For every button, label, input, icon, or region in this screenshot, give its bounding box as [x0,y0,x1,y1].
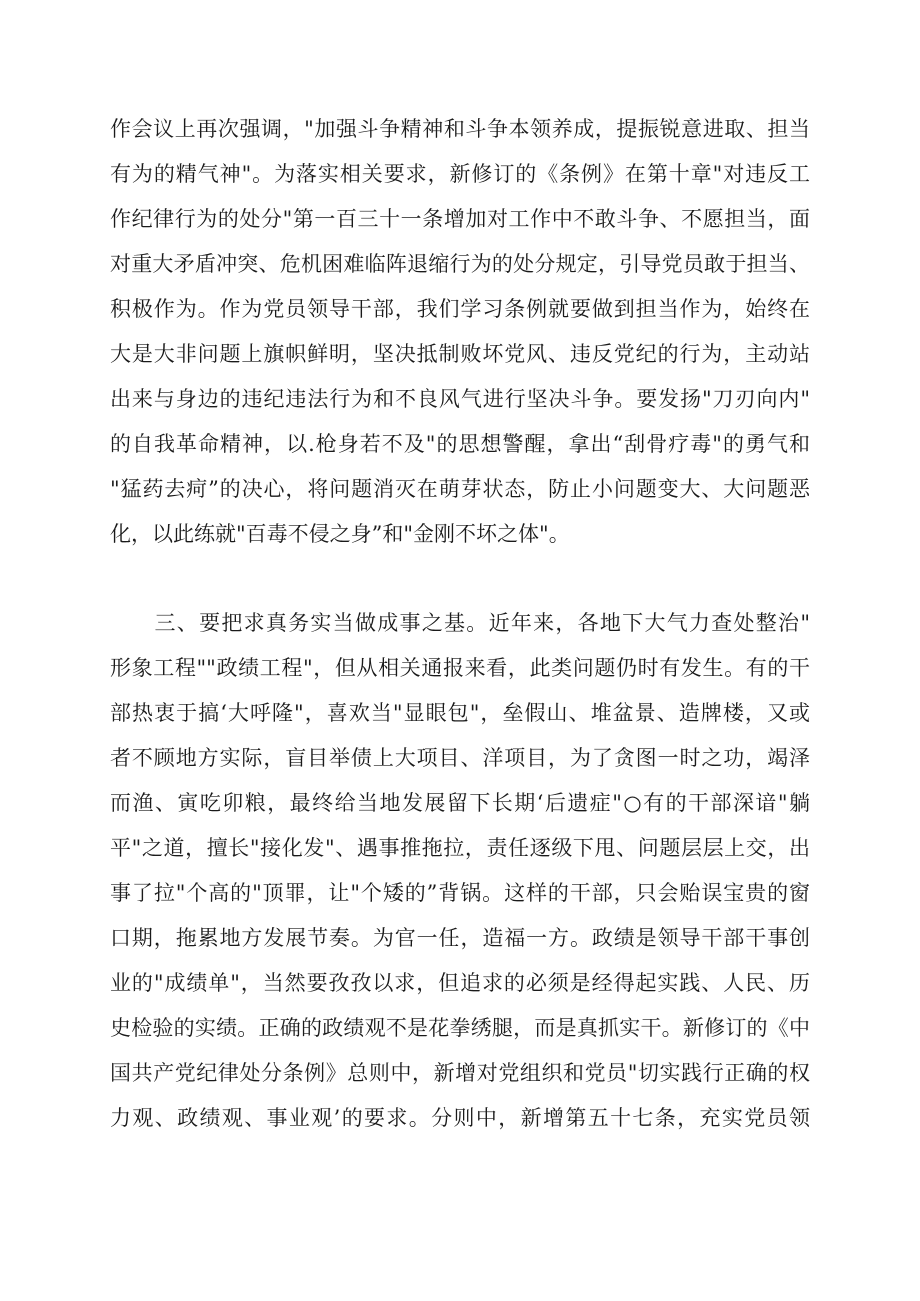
paragraph-line: 三、要把求真务实当做成事之基。近年来，各地下大气力查处整治" [110,611,810,635]
paragraph-line: 平"之道，擅长"接化发"、遇事推拖拉，责任逐级下甩、问题层层上交，出 [110,836,810,860]
paragraph-line: 对重大矛盾冲突、危机困难临阵退缩行为的处分规定，引导党员敢于担当、 [110,252,810,276]
paragraph-line: 积极作为。作为党员领导干部，我们学习条例就要做到担当作为，始终在 [110,297,810,321]
paragraph-2 [110,601,810,1141]
paragraph-line: 国共产党纪律处分条例》总则中，新增对党组织和党员"切实践行正确的权 [110,1061,810,1085]
paragraph-line: 形象工程""政绩工程"，但从相关通报来看，此类问题仍时有发生。有的干 [110,656,810,680]
paragraph-line: 的自我革命精神，以.枪身若不及"的思想警醒，拿出“刮骨疗毒"的勇气和 [110,432,810,456]
paragraph-1 [110,107,810,557]
paragraph-line: 大是大非问题上旗帜鲜明，坚决抵制败坏党风、违反党纪的行为，主动站 [110,342,810,366]
paragraph-line: 部热衷于搞‘大呼隆"，喜欢当"显眼包"，垒假山、堆盆景、造牌楼，又或 [110,701,810,725]
paragraph-line: 有为的精气神"。为落实相关要求，新修订的《条例》在第十章"对违反工 [110,162,810,186]
paragraph-line: 口期，拖累地方发展节奏。为官一任，造福一方。政绩是领导干部干事创 [110,926,810,950]
paragraph-line: 作会议上再次强调，"加强斗争精神和斗争本领养成，提振锐意进取、担当 [110,117,810,141]
paragraph-line: 业的"成绩单"，当然要孜孜以求，但追求的必须是经得起实践、人民、历 [110,971,810,995]
paragraph-line: 出来与身边的违纪违法行为和不良风气进行坚决斗争。要发扬"刀刃向内" [110,387,810,411]
paragraph-line: "猛药去疴”的决心，将问题消灭在萌芽状态，防止小问题变大、大问题恶 [110,477,810,501]
paragraph-line: 化，以此练就"百毒不侵之身”和"金刚不坏之体"。 [110,522,570,546]
paragraph-line: 而渔、寅吃卯粮，最终给当地发展留下长期‘后遗症"○有的干部深谙"躺 [110,791,810,815]
paragraph-line: 者不顾地方实际，盲目举债上大项目、洋项目，为了贪图一时之功，竭泽 [110,746,810,770]
paragraph-line: 力观、政绩观、事业观’的要求。分则中，新增第五十七条，充实党员领 [110,1106,810,1130]
paragraph-line: 史检验的实绩。正确的政绩观不是花拳绣腿，而是真抓实干。新修订的《中 [110,1016,810,1040]
paragraph-line: 事了拉"个高的"顶罪，让"个矮的”背锅。这样的干部，只会贻误宝贵的窗 [110,881,810,905]
paragraph-line: 作纪律行为的处分"第一百三十一条增加对工作中不敢斗争、不愿担当，面 [110,207,810,231]
